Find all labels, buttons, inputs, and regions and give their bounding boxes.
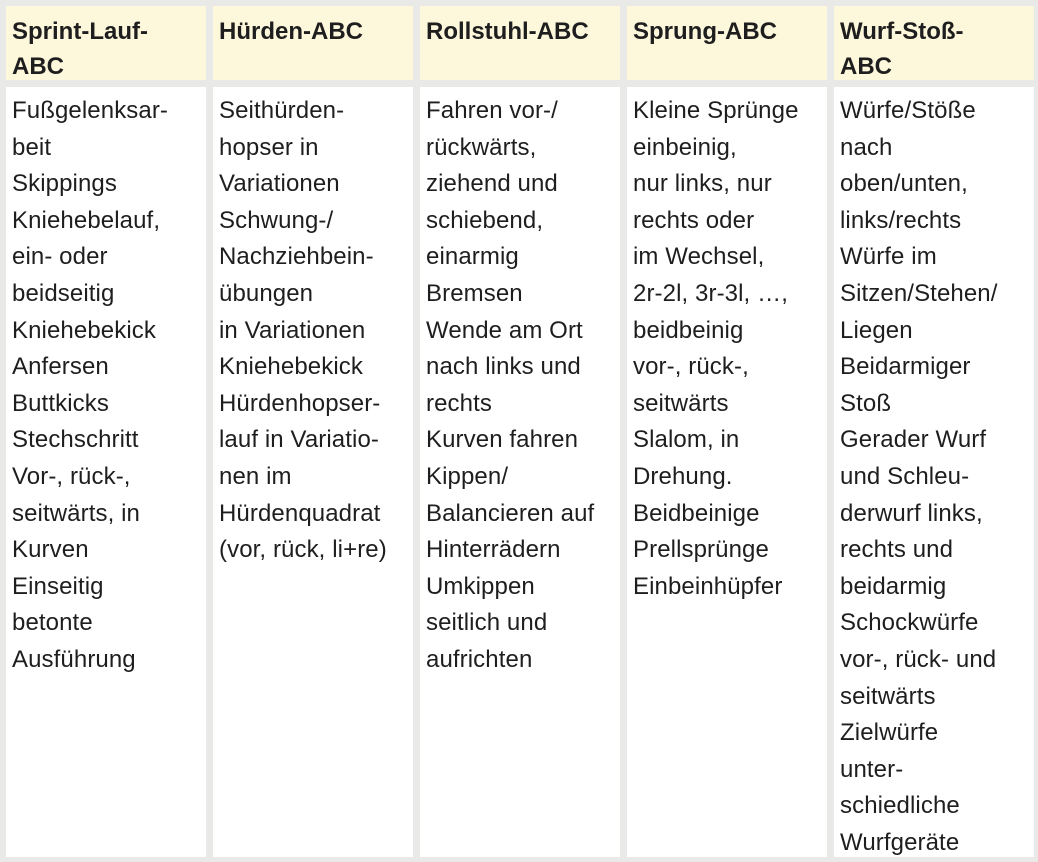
cell-line: beidseitig [12, 279, 115, 307]
cell-line: Ausführung [12, 645, 136, 673]
cell-line: Umkippen [426, 572, 535, 600]
cell-line: Stoß [840, 389, 892, 417]
cell-line: Kleine Sprünge [633, 97, 799, 124]
cell-line: beidbeinig [633, 316, 744, 344]
cell-line: Balancieren auf [426, 499, 595, 527]
cell-line: ein- oder [12, 243, 108, 271]
cell-line: Würfe im [840, 243, 937, 271]
cell-line: Zielwürfe [840, 719, 939, 747]
cell-line: 2r-2l, 3r-3l, …, [633, 279, 788, 307]
cell-line: Vor-, rück-, [12, 462, 131, 490]
column-sprung-abc [627, 87, 827, 857]
cell-line: nur links, nur [633, 170, 772, 198]
cell-line: Variationen [219, 170, 340, 198]
cell-line: Fahren vor-/ [426, 97, 558, 124]
cell-line: Wurfgeräte [840, 828, 960, 856]
cell-line: seitwärts, in [12, 499, 141, 527]
cell-line: Anfersen [12, 353, 109, 381]
cell-line: hopser in [219, 133, 319, 161]
cell-line: oben/unten, [840, 170, 968, 198]
cell-line: einbeinig, [633, 133, 737, 161]
cell-line: ziehend und [426, 170, 558, 198]
cell-line: schiedliche [840, 792, 960, 820]
cell-line: rückwärts, [426, 133, 537, 161]
cell-line: Wende am Ort [426, 316, 583, 344]
cell-line: nen im [219, 462, 292, 490]
header-rollstuhl-abc [420, 6, 620, 80]
cell-line: Skippings [12, 170, 117, 198]
cell-line: Sitzen/Stehen/ [840, 279, 998, 307]
header-line: Rollstuhl-ABC [426, 18, 589, 45]
cell-line: unter- [840, 755, 904, 783]
cell-line: Hürdenquadrat [219, 499, 381, 527]
cell-line: Buttkicks [12, 389, 109, 417]
cell-line: derwurf links, [840, 499, 983, 527]
cell-line: vor-, rück-, [633, 353, 749, 381]
header-sprint-lauf-abc [6, 6, 206, 80]
cell-line: nach links und [426, 353, 581, 381]
cell-line: Prellsprünge [633, 536, 769, 564]
cell-line: Würfe/Stöße [840, 97, 976, 124]
cell-line: beit [12, 133, 52, 161]
cell-line: und Schleu- [840, 462, 970, 490]
cell-line: Bremsen [426, 279, 523, 307]
column-rollstuhl-abc [420, 87, 620, 857]
cell-line: Kniehebelauf, [12, 206, 161, 234]
cell-line: seitwärts [633, 389, 729, 417]
cell-line: übungen [219, 279, 314, 307]
cell-line: vor-, rück- und [840, 645, 997, 673]
cell-line: Kurven [12, 536, 89, 564]
cell-line: Slalom, in [633, 426, 740, 454]
header-line: Sprung-ABC [633, 18, 777, 45]
cell-line: rechts oder [633, 206, 755, 234]
header-line: Hürden-ABC [219, 18, 363, 45]
cell-line: in Variationen [219, 316, 366, 344]
cell-line: betonte [12, 609, 93, 637]
header-line: Wurf-Stoß- [840, 18, 964, 45]
header-line: Sprint-Lauf- [12, 18, 148, 45]
cell-line: links/rechts [840, 206, 962, 234]
cell-line: beidarmig [840, 572, 947, 600]
cell-line: rechts [426, 389, 492, 417]
cell-line: schiebend, [426, 206, 544, 234]
cell-line: Einseitig [12, 572, 104, 600]
header-wurf-stoss-abc [834, 6, 1034, 80]
cell-line: nach [840, 133, 893, 161]
cell-line: Beidbeinige [633, 499, 760, 527]
cell-line: Schockwürfe [840, 609, 979, 637]
cell-line: Kniehebekick [12, 316, 156, 344]
column-wurf-stoss-abc [834, 87, 1034, 857]
cell-line: Seithürden- [219, 97, 345, 124]
cell-line: Nachziehbein- [219, 243, 374, 271]
cell-line: (vor, rück, li+re) [219, 536, 387, 564]
header-line: ABC [840, 53, 892, 80]
cell-line: aufrichten [426, 645, 533, 673]
cell-line: seitlich und [426, 609, 548, 637]
column-huerden-abc [213, 87, 413, 857]
cell-line: Drehung. [633, 462, 733, 490]
cell-line: im Wechsel, [633, 243, 765, 271]
cell-line: Kniehebekick [219, 353, 363, 381]
cell-line: lauf in Variatio- [219, 426, 379, 454]
cell-line: Liegen [840, 316, 913, 344]
cell-line: Beidarmiger [840, 353, 971, 381]
cell-line: Kurven fahren [426, 426, 579, 454]
column-sprint-lauf-abc [6, 87, 206, 857]
cell-line: einarmig [426, 243, 519, 271]
cell-line: Hürdenhopser- [219, 389, 381, 417]
cell-line: Einbeinhüpfer [633, 572, 783, 600]
header-sprung-abc [627, 6, 827, 80]
header-huerden-abc [213, 6, 413, 80]
cell-line: Gerader Wurf [840, 426, 987, 454]
cell-line: Schwung-/ [219, 206, 334, 234]
cell-line: Kippen/ [426, 462, 509, 490]
cell-line: seitwärts [840, 682, 936, 710]
header-line: ABC [12, 53, 64, 80]
cell-line: Fußgelenksar- [12, 97, 169, 124]
cell-line: Stechschritt [12, 426, 139, 454]
cell-line: Hinterrädern [426, 536, 561, 564]
cell-line: rechts und [840, 536, 954, 564]
